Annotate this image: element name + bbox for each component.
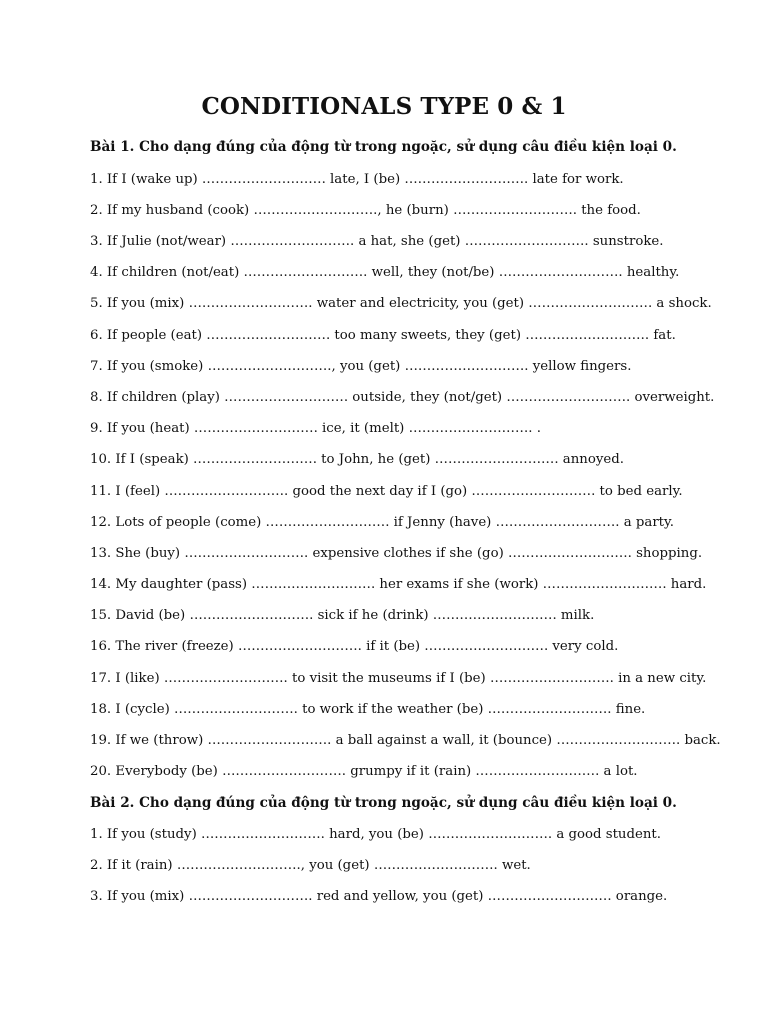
section-2-heading: Bài 2. Cho dạng đúng của động từ trong ngoặc, sử dụng câu điều kiện loại 0. [90,795,677,811]
exercise-item: 14. My daughter (pass) ………………………. her exams if she (work) ………………………. hard. [90,577,707,592]
exercise-item: 3. If Julie (not/wear) ………………………. a hat, she (get) ………………………. sunstroke. [90,234,664,249]
section-1-heading: Bài 1. Cho dạng đúng của động từ trong ngoặc, sử dụng câu điều kiện loại 0. [90,139,677,155]
page-title: CONDITIONALS TYPE 0 & 1 [201,93,567,120]
exercise-item: 12. Lots of people (come) ………………………. if Jenny (have) ………………………. a party. [90,515,674,530]
exercise-item: 9. If you (heat) ………………………. ice, it (melt) ………………………. . [90,421,541,436]
exercise-item: 1. If you (study) ………………………. hard, you (be) ………………………. a good student. [90,827,661,842]
exercise-item: 6. If people (eat) ………………………. too many sweets, they (get) ………………………. fat. [90,328,676,343]
exercise-item: 5. If you (mix) ………………………. water and electricity, you (get) ………………………. a shock. [90,296,712,311]
exercise-item: 18. I (cycle) ………………………. to work if the weather (be) ………………………. fine. [90,702,646,717]
exercise-item: 4. If children (not/eat) ………………………. well, they (not/be) ………………………. healthy. [90,265,680,280]
exercise-item: 3. If you (mix) ………………………. red and yellow, you (get) ………………………. orange. [90,889,668,904]
exercise-item: 10. If I (speak) ………………………. to John, he (get) ………………………. annoyed. [90,452,624,467]
exercise-item: 7. If you (smoke) ………………………., you (get) ………………………. yellow fingers. [90,359,632,374]
exercise-item: 1. If I (wake up) ………………………. late, I (be) ………………………. late for work. [90,172,624,187]
exercise-item: 2. If my husband (cook) ………………………., he (burn) ………………………. the food. [90,203,641,218]
exercise-item: 17. I (like) ………………………. to visit the museums if I (be) ………………………. in a new city. [90,671,707,686]
exercise-item: 19. If we (throw) ………………………. a ball against a wall, it (bounce) ………………………. back. [90,733,721,748]
exercise-item: 2. If it (rain) ………………………., you (get) ………………………. wet. [90,858,531,873]
exercise-item: 15. David (be) ………………………. sick if he (drink) ………………………. milk. [90,608,595,623]
exercise-item: 8. If children (play) ………………………. outside, they (not/get) ………………………. overweight. [90,390,715,405]
exercise-item: 13. She (buy) ………………………. expensive clothes if she (go) ………………………. shopping. [90,546,703,561]
exercise-item: 20. Everybody (be) ………………………. grumpy if it (rain) ………………………. a lot. [90,764,638,779]
exercise-item: 16. The river (freeze) ………………………. if it (be) ………………………. very cold. [90,639,619,654]
exercise-item: 11. I (feel) ………………………. good the next day if I (go) ………………………. to bed early. [90,484,683,499]
